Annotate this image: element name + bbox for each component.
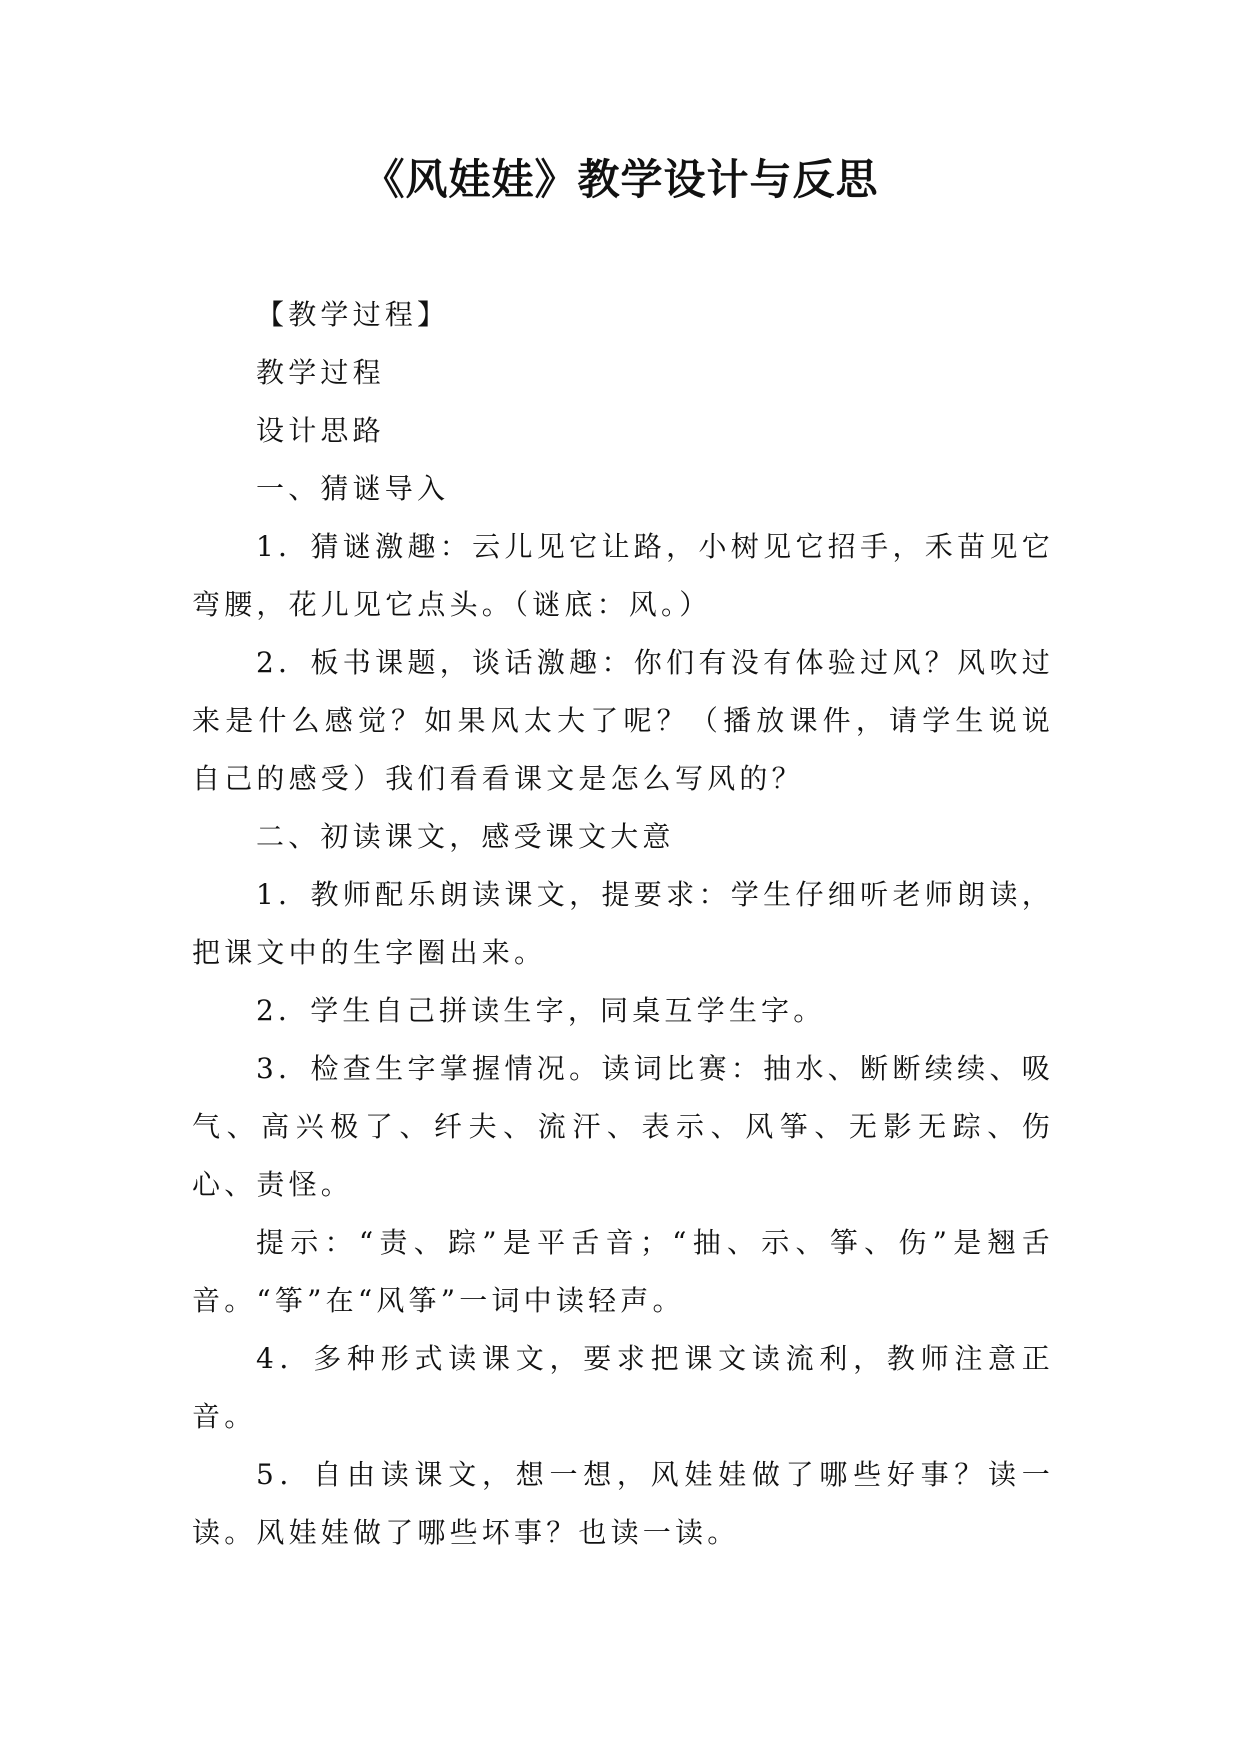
paragraph-word-check: 3．检查生字掌握情况。读词比赛：抽水、断断续续、吸气、高兴极了、纤夫、流汗、表示、风筝、无影无踪、伤心、责怪。: [192, 1052, 1054, 1201]
column-label-teaching-process: 教学过程: [256, 356, 385, 389]
paragraph-spelling: 2．学生自己拼读生字，同桌互学生字。: [256, 994, 826, 1027]
paragraph-free-reading: 5．自由读课文，想一想，风娃娃做了哪些好事？读一读。风娃娃做了哪些坏事？也读一读。: [192, 1458, 1054, 1549]
paragraph-teacher-reading: 1．教师配乐朗读课文，提要求：学生仔细听老师朗读，把课文中的生字圈出来。: [192, 878, 1054, 969]
step-heading-first-reading: 二、初读课文，感受课文大意: [256, 820, 675, 853]
document-body: [192, 286, 1054, 1562]
column-label-design-idea: 设计思路: [256, 414, 385, 447]
paragraph-board-title: 2．板书课题，谈话激趣：你们有没有体验过风？风吹过来是什么感觉？如果风太大了呢？（播放课件，请学生说说自己的感受）我们看看课文是怎么写风的？: [192, 646, 1054, 795]
paragraph-reading-forms: 4．多种形式读课文，要求把课文读流利，教师注意正音。: [192, 1342, 1054, 1433]
document-title: 《风娃娃》教学设计与反思: [362, 155, 879, 204]
paragraph-riddle: 1．猜谜激趣：云儿见它让路，小树见它招手，禾苗见它弯腰，花儿见它点头。（谜底：风。）: [192, 530, 1054, 621]
section-heading-teaching-process: 【教学过程】: [256, 298, 450, 331]
step-heading-riddle-intro: 一、猜谜导入: [256, 472, 450, 505]
paragraph-pronunciation-tip: 提示：“责、踪”是平舌音；“抽、示、筝、伤”是翘舌音。“筝”在“风筝”一词中读轻声。: [192, 1226, 1054, 1317]
